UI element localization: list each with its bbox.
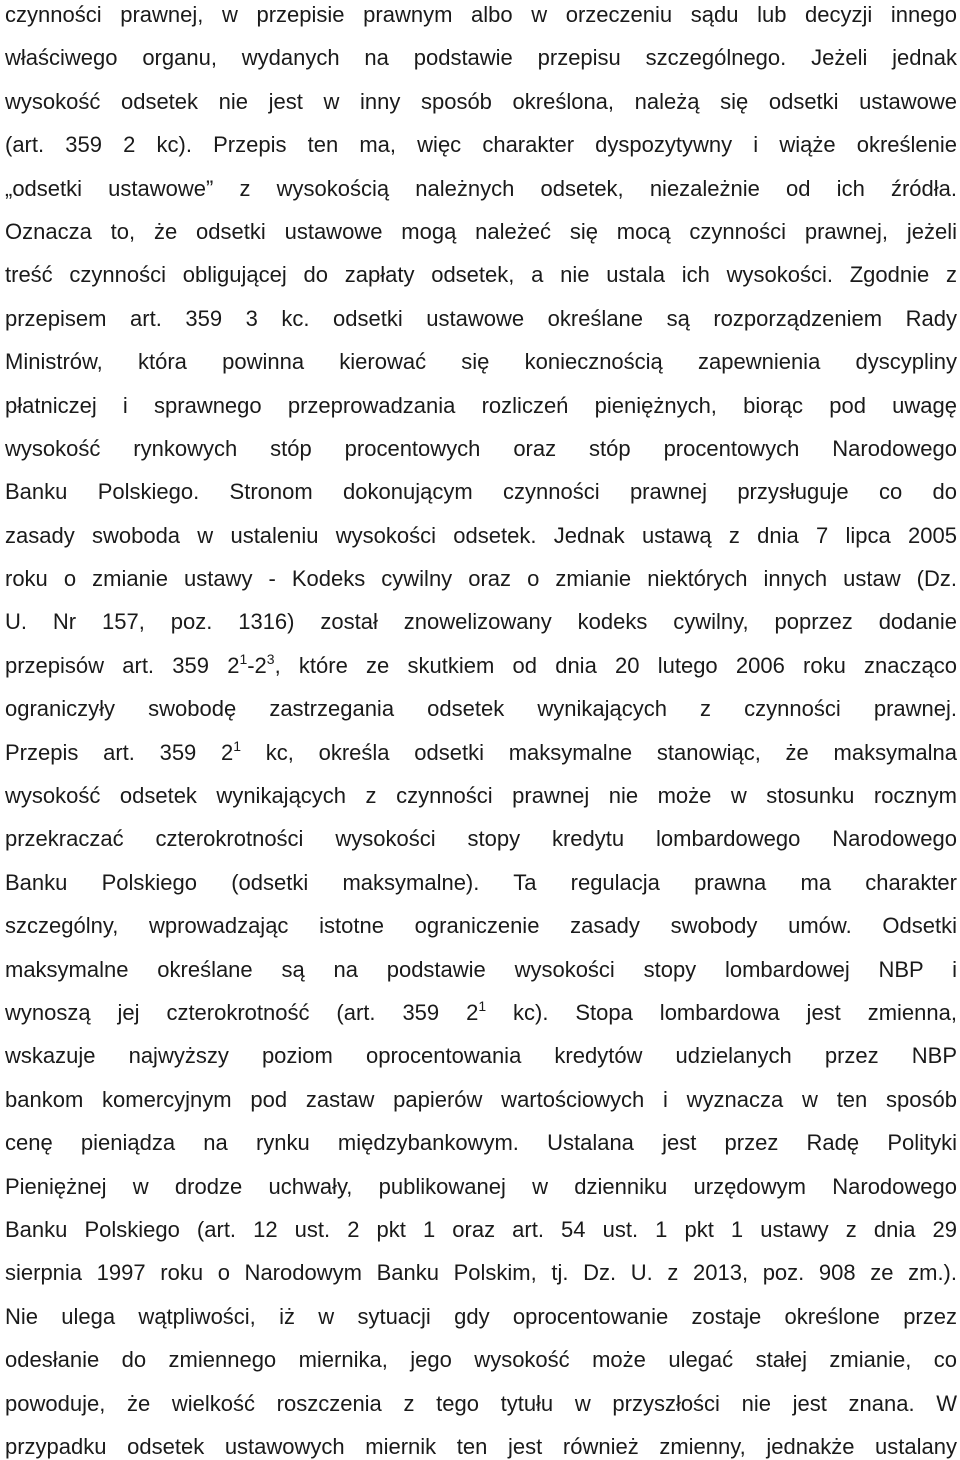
text-line: Pieniężnej w drodze uchwały, publikowanej w dzienniku urzędowym Narodowego — [5, 1173, 957, 1199]
text-line: płatniczej i sprawnego przeprowadzania rozliczeń pieniężnych, biorąc pod uwagę — [5, 392, 957, 418]
text-line: roku o zmianie ustawy - Kodeks cywilny oraz o zmianie niektórych innych ustaw (Dz. — [5, 566, 957, 592]
text-segment: , które ze skutkiem od dnia 20 lutego 2006 roku znacząco — [274, 652, 957, 678]
text-line: ograniczyły swobodę zastrzegania odsetek wynikających z czynności prawnej. — [5, 696, 957, 722]
text-line — [5, 991, 957, 1034]
text-line: wysokość odsetek wynikających z czynności prawnej nie może w stosunku rocznym — [5, 783, 957, 809]
text-line — [5, 644, 957, 687]
text-segment: -2 — [247, 652, 267, 678]
text-line: czynności prawnej, w przepisie prawnym albo w orzeczeniu sądu lub decyzji innego — [5, 2, 957, 27]
text-line: maksymalne określane są na podstawie wysokości stopy lombardowej NBP i — [5, 956, 957, 982]
superscript: 1 — [478, 997, 487, 1014]
text-line: Banku Polskiego (odsetki maksymalne). Ta regulacja prawna ma charakter — [5, 869, 957, 895]
text-line: przepisem art. 359 3 kc. odsetki ustawowe określane są rozporządzeniem Rady — [5, 305, 957, 331]
text-line: sierpnia 1997 roku o Narodowym Banku Polskim, tj. Dz. U. z 2013, poz. 908 ze zm.). — [5, 1260, 957, 1286]
text-segment: kc). Stopa lombardowa jest zmienna, — [486, 999, 957, 1025]
text-line: wysokość odsetek nie jest w inny sposób określona, należą się odsetki ustawowe — [5, 88, 957, 114]
text-segment: kc, określa odsetki maksymalne stanowiąc, że maksymalna — [241, 739, 957, 765]
text-line: Banku Polskiego (art. 12 ust. 2 pkt 1 oraz art. 54 ust. 1 pkt 1 ustawy z dnia 29 — [5, 1216, 957, 1242]
superscript: 1 — [239, 650, 248, 667]
text-line: Nie ulega wątpliwości, iż w sytuacji gdy oprocentowanie zostaje określone przez — [5, 1303, 957, 1329]
text-line — [5, 731, 957, 774]
text-line: szczególny, wprowadzając istotne ograniczenie zasady swobody umów. Odsetki — [5, 913, 957, 939]
superscript: 1 — [233, 737, 242, 754]
text-line: Banku Polskiego. Stronom dokonującym czynności prawnej przysługuje co do — [5, 479, 957, 505]
text-line: powoduje, że wielkość roszczenia z tego tytułu w przyszłości nie jest znana. W — [5, 1390, 957, 1416]
text-line: treść czynności obligującej do zapłaty odsetek, a nie ustala ich wysokości. Zgodnie z — [5, 262, 957, 288]
text-line: przekraczać czterokrotności wysokości stopy kredytu lombardowego Narodowego — [5, 826, 957, 852]
text-line: U. Nr 157, poz. 1316) został znowelizowany kodeks cywilny, poprzez dodanie — [5, 609, 957, 635]
text-line: „odsetki ustawowe” z wysokością należnych odsetek, niezależnie od ich źródła. — [5, 175, 957, 201]
text-segment: wynoszą jej czterokrotność (art. 359 2 — [5, 999, 479, 1025]
text-line: wskazuje najwyższy poziom oprocentowania kredytów udzielanych przez NBP — [5, 1043, 957, 1069]
text-line: zasady swoboda w ustaleniu wysokości odsetek. Jednak ustawą z dnia 7 lipca 2005 — [5, 522, 957, 548]
text-line: cenę pieniądza na rynku międzybankowym. Ustalana jest przez Radę Polityki — [5, 1130, 957, 1156]
text-line: właściwego organu, wydanych na podstawie przepisu szczególnego. Jeżeli jednak — [5, 45, 957, 71]
text-line: Ministrów, która powinna kierować się koniecznością zapewnienia dyscypliny — [5, 349, 957, 375]
document-body-text — [5, 0, 957, 1460]
text-line: wysokość rynkowych stóp procentowych oraz stóp procentowych Narodowego — [5, 435, 957, 461]
text-line: Oznacza to, że odsetki ustawowe mogą należeć się mocą czynności prawnej, jeżeli — [5, 218, 957, 244]
text-line: (art. 359 2 kc). Przepis ten ma, więc charakter dyspozytywny i wiąże określenie — [5, 132, 957, 158]
superscript: 3 — [266, 650, 275, 667]
text-line: bankom komercyjnym pod zastaw papierów wartościowych i wyznacza w ten sposób — [5, 1086, 957, 1112]
text-segment: przepisów art. 359 2 — [5, 652, 240, 678]
text-line: odesłanie do zmiennego miernika, jego wysokość może ulegać stałej zmianie, co — [5, 1347, 957, 1373]
text-segment: Przepis art. 359 2 — [5, 739, 234, 765]
text-line: przypadku odsetek ustawowych miernik ten jest również zmienny, jednakże ustalany — [5, 1433, 957, 1459]
